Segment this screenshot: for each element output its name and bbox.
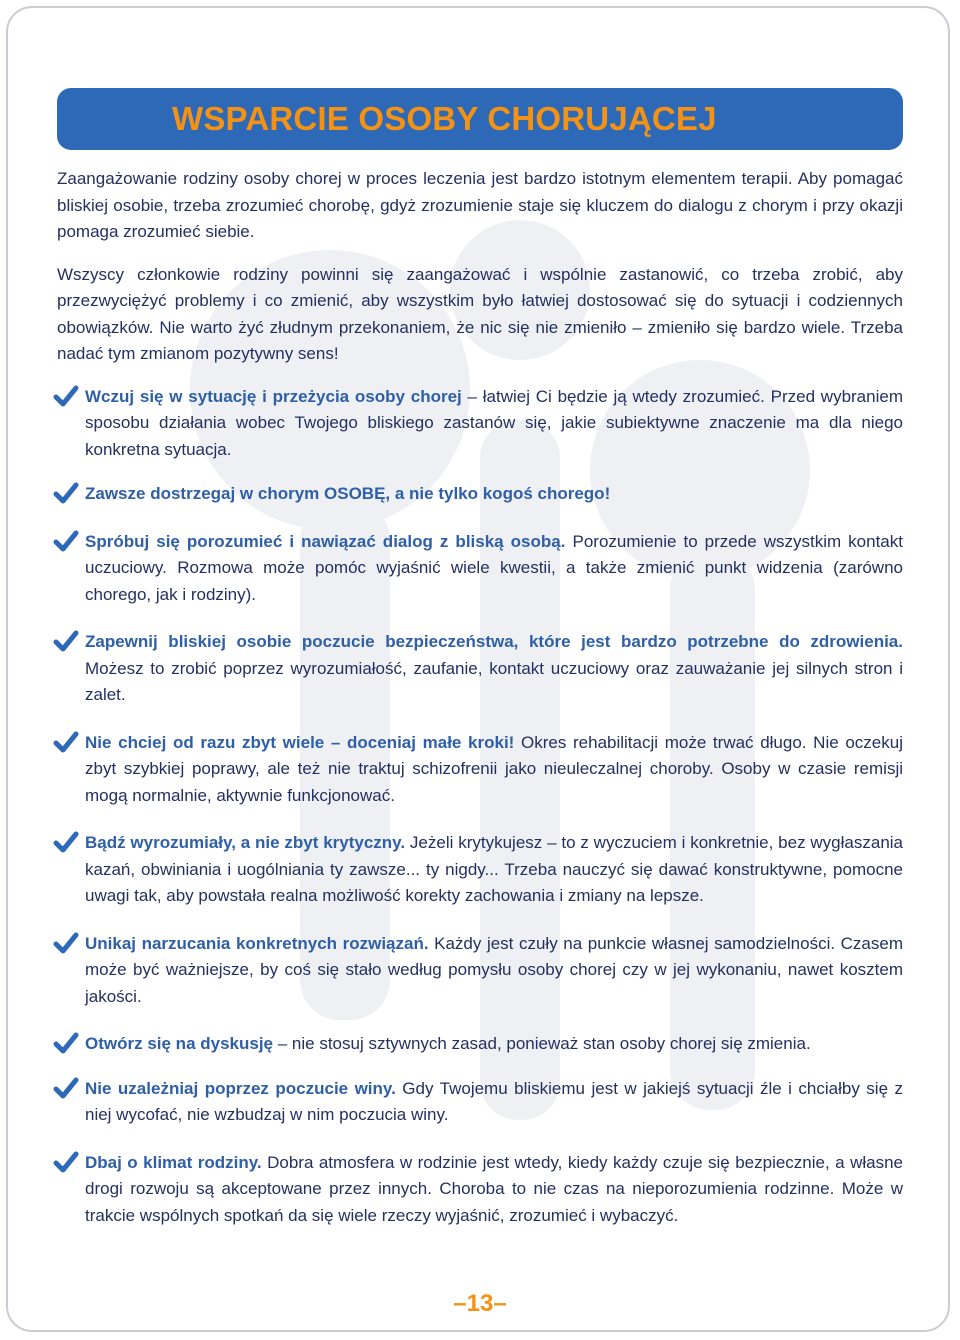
item-heading: Bądź wyrozumiały, a nie zbyt krytyczny. [85, 833, 406, 852]
item-heading: Zapewnij bliskiej osobie poczucie bezpieczeństwa, które jest bardzo potrzebne do zdrowienia. [85, 632, 903, 651]
title-banner [57, 88, 903, 150]
checkmark-icon [53, 830, 79, 856]
page-number: –13– [453, 1290, 507, 1317]
intro-paragraph: Wszyscy członkowie rodziny powinni się zaangażować i wspólnie zastanowić, co trzeba zrobić, aby przezwyciężyć problemy i co zmienić, aby wszystkim było łatwiej dostosować się do sytuacji i codziennych obowiązków. Nie warto żyć złudnym przekonaniem, że nic się nie zmieniło – zmieniło się bardzo wiele. Trzeba nadać tym zmianom pozytywny sens! [57, 264, 903, 363]
list-item [57, 629, 903, 709]
list-item [57, 730, 903, 810]
article-body [57, 166, 903, 1229]
item-heading: Zawsze dostrzegaj w chorym OSOBĘ, a nie tylko kogoś chorego! [85, 484, 611, 503]
item-heading: Unikaj narzucania konkretnych rozwiązań. [85, 933, 429, 953]
list-item [57, 1031, 903, 1058]
item-heading: Nie uzależniaj poprzez poczucie winy. [85, 1078, 396, 1098]
list-item [57, 830, 903, 910]
checkmark-icon [53, 1076, 79, 1102]
checkmark-icon [53, 1031, 79, 1057]
checkmark-icon [53, 629, 79, 655]
list-item [57, 1150, 903, 1230]
checkmark-icon [53, 1150, 79, 1176]
item-text: Dobra atmosfera w rodzinie jest wtedy, kiedy każdy czuje się bezpiecznie, a własne drogi rozwoju są akceptowane przez innych. Choroba to nie czas na nieporozumienia rodzinne. Może w trakcie wspólnych spotkań da się wiele rzeczy wyjaśnić, zrozumieć i wybaczyć. [85, 1152, 903, 1225]
item-text: Każdy jest czuły na punkcie własnej samodzielności. Czasem może być ważniejsze, by coś się stało według pomysłu osoby chorej czy w jej wykonaniu, nawet kosztem jakości. [85, 933, 904, 1006]
checkmark-icon [53, 730, 79, 756]
item-text: – łatwiej Ci będzie ją wtedy zrozumieć. Przed wybraniem sposobu działania wobec Twojego bliskiego zastanów się, jakie subiektywne znaczenie ma dla niego konkretna sytuacja. [85, 386, 903, 459]
item-text: Okres rehabilitacji może trwać długo. Nie oczekuj zbyt szybkiej poprawy, ale też nie traktuj schizofrenii jako nieuleczalnej choroby. Osoby w czasie remisji mogą normalnie, aktywnie funkcjonować. [85, 732, 903, 805]
item-heading: Dbaj o klimat rodziny. [85, 1152, 262, 1172]
list-item [57, 1076, 903, 1129]
item-text: Gdy Twojemu bliskiemu jest w jakiejś sytuacji źle i chciałby się z niej wycofać, nie wzbudzaj w nim poczucia winy. [85, 1078, 904, 1124]
item-heading: Wczuj się w sytuację i przeżycia osoby chorej [85, 386, 462, 406]
item-heading: Otwórz się na dyskusję [85, 1034, 274, 1053]
list-item [57, 931, 903, 1011]
item-text: Jeżeli krytykujesz – to z wyczuciem i konkretnie, bez wygłaszania kazań, obwiniania i uogólniania ty zawsze... ty nigdy... Trzeba nauczyć się dawać konstruktywne, pomocne uwagi tak, aby powstała realna możliwość korekty zachowania i zmiany na lepsze. [85, 833, 904, 905]
intro-paragraph: Zaangażowanie rodziny osoby chorej w proces leczenia jest bardzo istotnym elementem terapii. Aby pomagać bliskiej osobie, trzeba zrozumieć chorobę, gdyż zrozumienie staje się kluczem do dialogu z chorym i przy okazji pomaga zrozumieć siebie. [57, 169, 903, 241]
checkmark-icon [53, 931, 79, 957]
checkmark-icon [53, 384, 79, 410]
page-title: WSPARCIE OSOBY CHORUJĄCEJ [172, 100, 717, 137]
item-text: Porozumienie to przede wszystkim kontakt uczuciowy. Rozmowa może pomóc wyjaśnić wiele kwestii, a także zmienić punkt widzenia (zarówno chorego, jak i rodziny). [85, 531, 903, 604]
list-item [57, 529, 903, 609]
checkmark-icon [53, 529, 79, 555]
item-heading: Nie chciej od razu zbyt wiele – doceniaj małe kroki! [85, 732, 515, 752]
list-item [57, 384, 903, 464]
item-heading: Spróbuj się porozumieć i nawiązać dialog z bliską osobą. [85, 531, 566, 551]
item-text: – nie stosuj sztywnych zasad, ponieważ stan osoby chorej się zmienia. [273, 1034, 811, 1053]
checkmark-icon [53, 481, 79, 507]
item-text: Możesz to zrobić poprzez wyrozumiałość, zaufanie, kontakt uczuciowy oraz zauważanie jej silnych stron i zalet. [85, 658, 903, 704]
list-item [57, 481, 903, 508]
